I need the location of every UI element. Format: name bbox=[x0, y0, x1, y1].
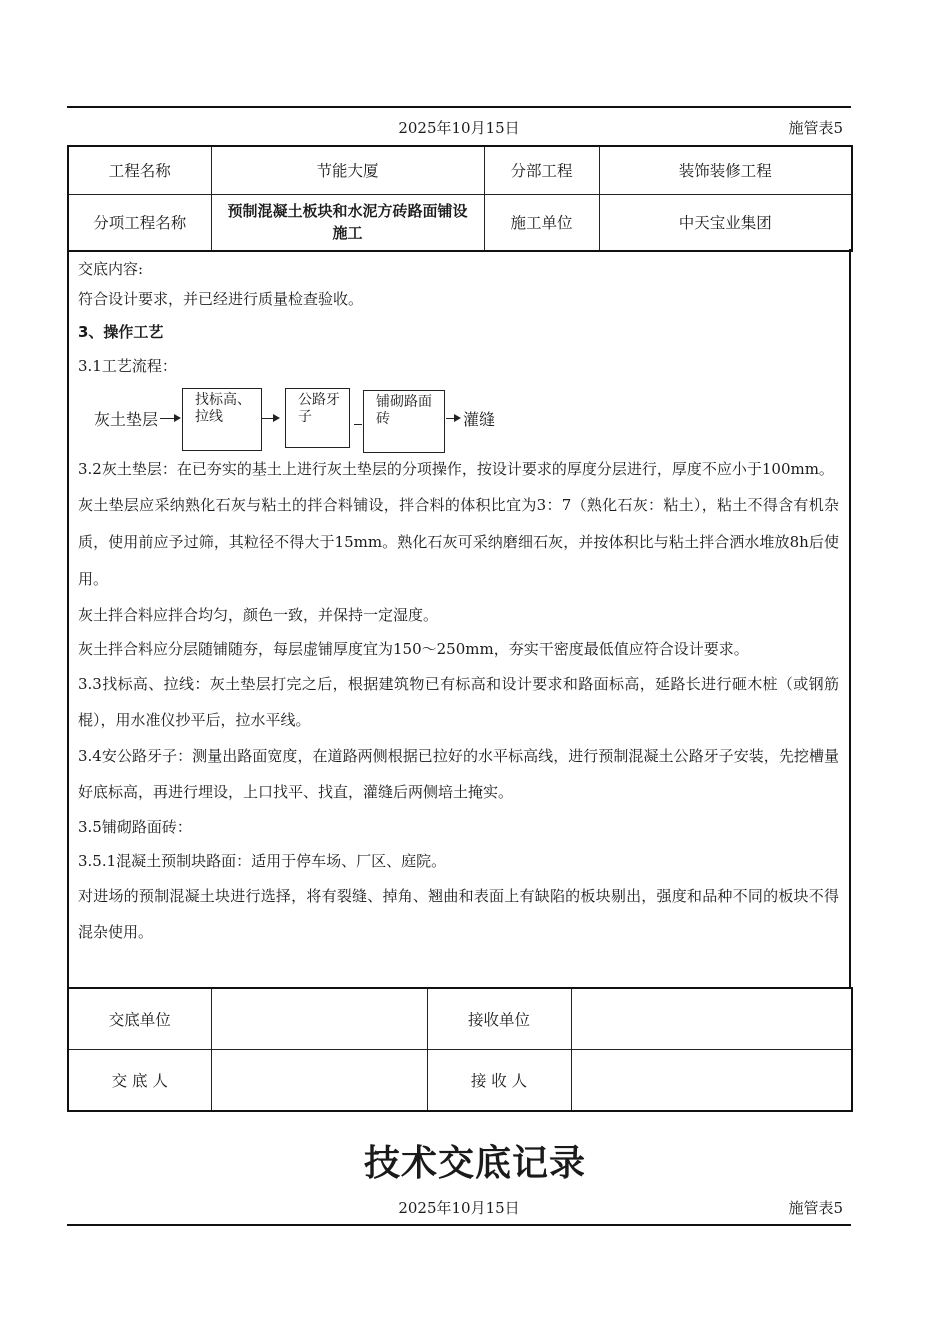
header-form-number: 施管表5 bbox=[788, 119, 843, 137]
content-select: 对进场的预制混凝土块进行选择，将有裂缝、掉角、翘曲和表面上有缺陷的板块剔出，强度和品种不同的板块不得混杂使用。 bbox=[78, 887, 839, 941]
flow-arrow-3 bbox=[354, 424, 362, 425]
signature-table bbox=[67, 987, 853, 1112]
top-rule bbox=[67, 106, 851, 108]
subitem-label: 分项工程名称 bbox=[68, 194, 211, 251]
handover-person-label: 交 底 人 bbox=[68, 1049, 211, 1111]
project-name-label: 工程名称 bbox=[68, 146, 211, 194]
subitem-value: 预制混凝土板块和水泥方砖路面铺设施工 bbox=[211, 194, 484, 251]
section-3-heading: 3、操作工艺 bbox=[78, 323, 164, 341]
header-date: 2025年10月15日 bbox=[398, 119, 520, 137]
project-name-value: 节能大厦 bbox=[211, 146, 484, 194]
intro-label: 交底内容: bbox=[78, 260, 144, 278]
info-table bbox=[67, 145, 853, 252]
section-3-5: 3.5铺砌路面砖： bbox=[78, 818, 192, 836]
handover-unit-field[interactable] bbox=[211, 988, 427, 1049]
info-row-1 bbox=[68, 146, 852, 194]
flow-start-label: 灰土垫层 bbox=[94, 410, 159, 429]
section-3-5-1: 3.5.1混凝土预制块路面：适用于停车场、厂区、庭院。 bbox=[78, 852, 447, 870]
next-page-date: 2025年10月15日 bbox=[398, 1199, 520, 1217]
next-page-dateline bbox=[67, 1197, 851, 1221]
flow-arrowhead-2 bbox=[273, 414, 280, 422]
signature-row-units bbox=[68, 988, 852, 1049]
flow-arrowhead-4 bbox=[454, 414, 461, 422]
process-flow-diagram bbox=[78, 385, 839, 453]
signature-row-persons bbox=[68, 1049, 852, 1111]
flow-node-find-level: 找标高、拉线 bbox=[182, 388, 262, 451]
flow-arrowhead-1 bbox=[174, 414, 181, 422]
header-dateline bbox=[67, 117, 851, 141]
contractor-label: 施工单位 bbox=[484, 194, 599, 251]
flow-end-label: 灌缝 bbox=[463, 410, 496, 429]
flow-node-pave: 铺砌路面砖 bbox=[363, 390, 445, 453]
next-page-form-number: 施管表5 bbox=[788, 1199, 843, 1217]
handover-person-field[interactable] bbox=[211, 1049, 427, 1111]
receiving-person-field[interactable] bbox=[571, 1049, 852, 1111]
bottom-rule bbox=[67, 1224, 851, 1226]
division-value: 装饰装修工程 bbox=[599, 146, 852, 194]
content-uniform: 灰土拌合料应拌合均匀，颜色一致，并保持一定湿度。 bbox=[78, 606, 439, 624]
receiving-person-label: 接 收 人 bbox=[427, 1049, 571, 1111]
section-3-4: 3.4安公路牙子：测量出路面宽度，在道路两侧根据已拉好的水平标高线，进行预制混凝土公路牙子安装，先挖槽量好底标高，再进行埋设，上口找平、找直，灌缝后两侧培土掩实。 bbox=[78, 747, 839, 801]
next-page-title: 技术交底记录 bbox=[363, 1143, 586, 1184]
section-3-1: 3.1工艺流程： bbox=[78, 357, 177, 375]
receiving-unit-field[interactable] bbox=[571, 988, 852, 1049]
handover-unit-label: 交底单位 bbox=[68, 988, 211, 1049]
section-3-3: 3.3找标高、拉线：灰土垫层打完之后，根据建筑物已有标高和设计要求和路面标高，延路长进行砸木桩（或钢筋棍），用水准仪抄平后，拉水平线。 bbox=[78, 675, 839, 729]
receiving-unit-label: 接收单位 bbox=[427, 988, 571, 1049]
division-label: 分部工程 bbox=[484, 146, 599, 194]
contractor-value: 中天宝业集团 bbox=[599, 194, 852, 251]
content-p1: 符合设计要求，并已经进行质量检查验收。 bbox=[78, 290, 364, 308]
content-layer: 灰土拌合料应分层随铺随夯，每层虚铺厚度宜为150～250mm，夯实干密度最低值应符合设计要求。 bbox=[78, 640, 749, 658]
flow-node-curb: 公路牙子 bbox=[285, 388, 350, 448]
section-3-2: 3.2灰土垫层：在已夯实的基土上进行灰土垫层的分项操作，按设计要求的厚度分层进行，厚度不应小于100mm。 bbox=[78, 460, 834, 478]
handover-content bbox=[67, 249, 851, 988]
info-row-2 bbox=[68, 194, 852, 251]
content-mix-ratio: 灰土垫层应采纳熟化石灰与粘土的拌合料铺设，拌合料的体积比宜为3：7（熟化石灰：粘土），粘土不得含有机杂质，使用前应予过筛，其粒径不得大于15mm。熟化石灰可采纳磨细石灰，并按体积比与粘土拌合洒水堆放8h后使用。 bbox=[78, 496, 839, 588]
